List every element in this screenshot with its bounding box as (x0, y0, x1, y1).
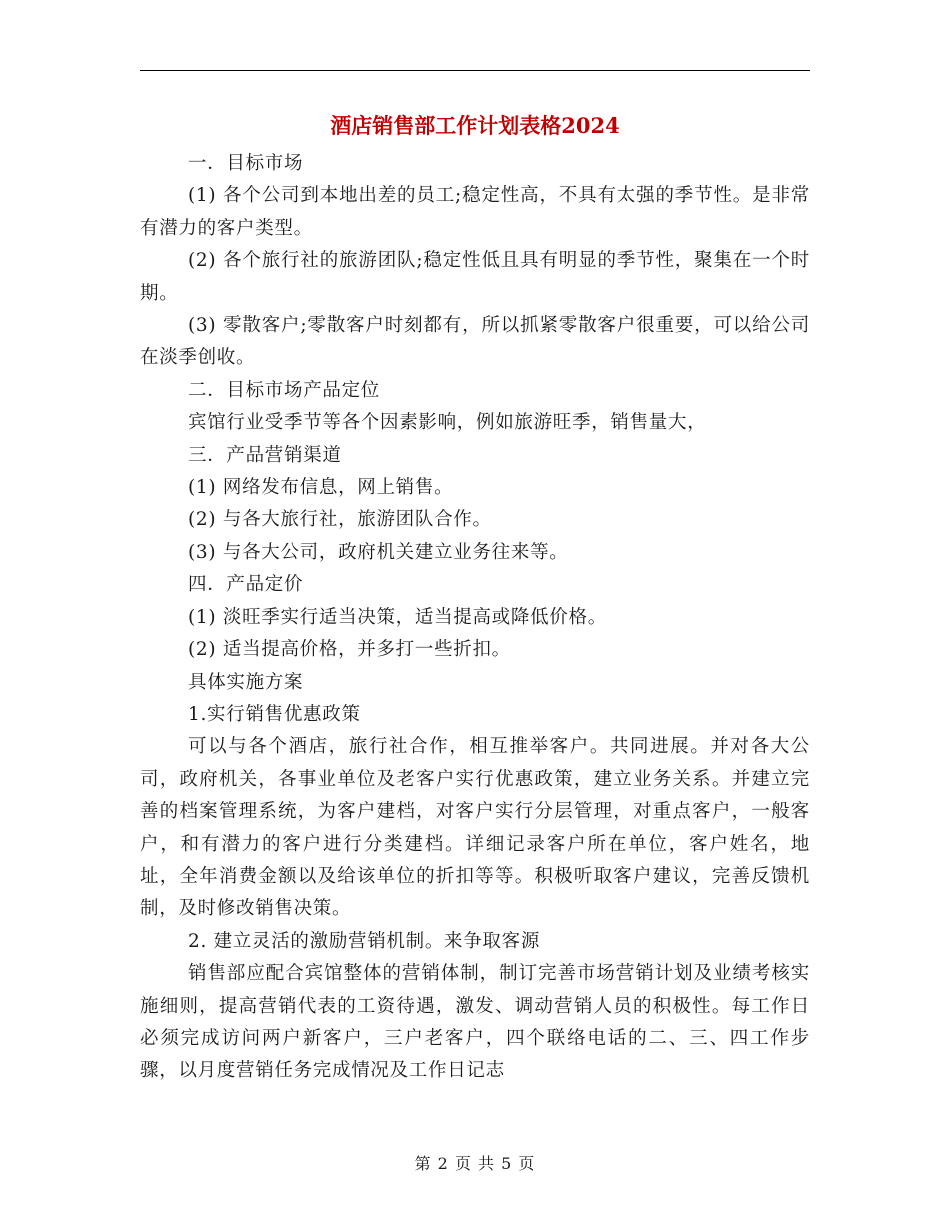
page-number: 第 2 页 共 5 页 (414, 1154, 536, 1173)
section-heading: 具体实施方案 (188, 671, 304, 693)
paragraph: (3) 零散客户;零散客户时刻都有，所以抓紧零散客户很重要，可以给公司在淡季创收。 (140, 315, 810, 369)
section-heading: 三．产品营销渠道 (188, 444, 342, 466)
list-item: (2) 适当提高价格，并多打一些折扣。 (188, 639, 511, 661)
list-item: (1) 淡旺季实行适当决策，适当提高或降低价格。 (188, 606, 607, 628)
list-item: (1) 网络发布信息，网上销售。 (188, 477, 454, 499)
section-heading: 二．目标市场产品定位 (188, 379, 381, 401)
list-item: (3) 与各大公司，政府机关建立业务往来等。 (188, 541, 569, 563)
subsection-heading: 2. 建立灵活的激励营销机制。来争取客源 (188, 930, 541, 952)
section-heading: 四．产品定价 (188, 574, 304, 596)
paragraph: 销售部应配合宾馆整体的营销体制，制订完善市场营销计划及业绩考核实施细则，提高营销代表的工资待遇，激发、调动营销人员的积极性。每工作日必须完成访问两户新客户，三户老客户，四个联络电话的二、三、四工作步骤，以月度营销任务完成情况及工作日记志 (140, 963, 810, 1082)
paragraph: 可以与各个酒店，旅行社合作，相互推举客户。共同进展。并对各大公司，政府机关，各事业单位及老客户实行优惠政策，建立业务关系。并建立完善的档案管理系统，为客户建档，对客户实行分层管理，对重点客户，一般客户，和有潜力的客户进行分类建档。详细记录客户所在单位，客户姓名，地址，全年消费金额以及给该单位的折扣等等。积极听取客户建议，完善反馈机制，及时修改销售决策。 (140, 736, 810, 920)
section-heading: 一．目标市场 (188, 153, 304, 174)
paragraph: (1) 各个公司到本地出差的员工;稳定性高，不具有太强的季节性。是非常有潜力的客户类型。 (140, 185, 810, 239)
list-item: (2) 与各大旅行社，旅游团队合作。 (188, 509, 492, 531)
header-rule (140, 70, 810, 71)
document-body (140, 148, 810, 1088)
paragraph: (2) 各个旅行社的旅游团队;稳定性低且具有明显的季节性，聚集在一个时期。 (140, 250, 810, 304)
subsection-heading: 1.实行销售优惠政策 (188, 703, 361, 725)
paragraph: 宾馆行业受季节等各个因素影响，例如旅游旺季，销售量大， (188, 412, 707, 434)
document-title: 酒店销售部工作计划表格2024 (330, 113, 620, 138)
